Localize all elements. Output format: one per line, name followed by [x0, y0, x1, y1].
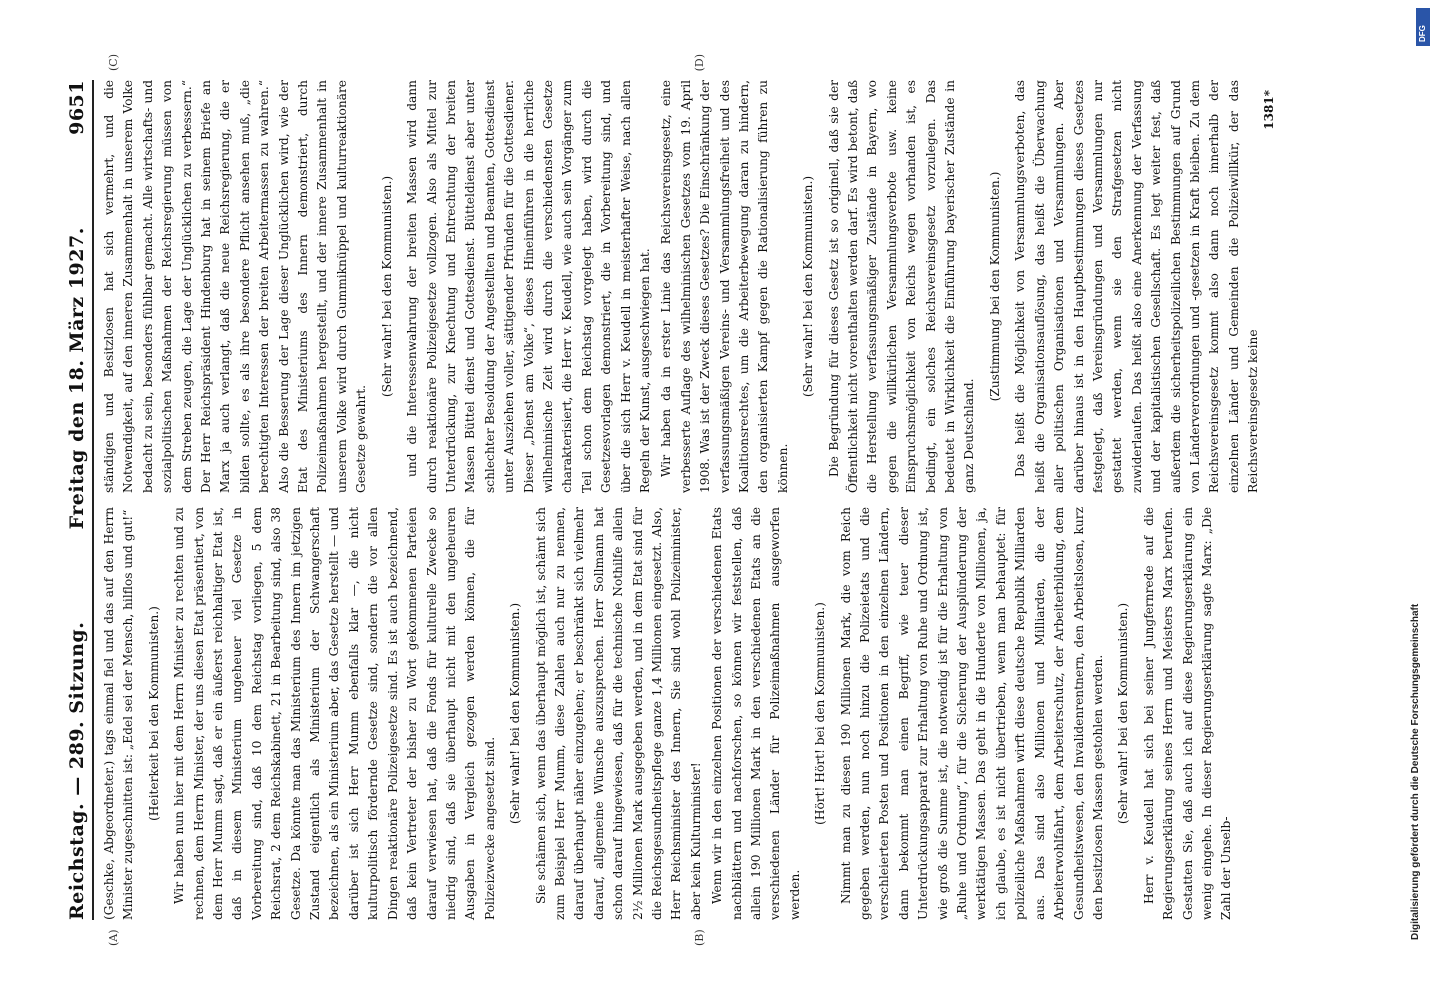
paragraph: (Sehr wahr! bei den Kommunisten.)	[1116, 602, 1131, 825]
dfg-logo-text: DFG	[1418, 25, 1427, 42]
text-columns	[100, 54, 1285, 946]
dfg-logo	[1416, 8, 1430, 46]
paragraph: Wenn wir in den einzelnen Positionen der verschiedenen Etats nachblättern und nachforschen, so können wir feststellen, daß allein 190 Millionen Mark in den verschiedenen Etats an die verschiedenen Länder für Polizeimaßnahmen ausgeworfen werden.	[710, 507, 802, 920]
right-column	[100, 54, 1285, 493]
paragraph: ständigen und Besitzlosen hat sich vermehrt, und die Notwendigkeit, auf den inneren Zusammenhalt in unserem Volke bedacht zu sein, besonders fühlbar gemacht. Alle wirtschafts- und sozialpolitischen Maßnahmen der Reichsregierung müssen von dem Streben zeugen, die Lage der Unglücklichen zu verbessern.“ Der Herr Reichspräsident Hindenburg hat in seinem Briefe an Marx ja auch verlangt, daß die neue Reichsregierung, die er bilden sollte, es als ihre besondere Pflicht ansehen muß, „die berechtigten Interessen der breiten Arbeitermassen zu wahren.“ Also die Besserung der Lage dieser Unglücklichen wird, wie der Etat des Ministeriums des Innern demonstriert, durch Polizeimaßnahmen hergestellt, und der innere Zusammenhalt in unserem Volke wird durch Gummiknüppel und kulturreaktionäre Gesetze gewahrt.	[102, 80, 369, 493]
digitization-credit-text: Digitalisierung gefördert durch die Deutsche Forschungsgemeinschaft	[1410, 603, 1421, 940]
paragraph: (Hört! Hört! bei den Kommunisten.)	[813, 602, 828, 825]
paragraph: (Zustimmung bei den Kommunisten.)	[987, 171, 1002, 402]
paragraph: Das heißt die Möglichkeit von Versammlungsverboten, das heißt die Organisationsauflösung, das heißt die Überwachung aller politischen Organisationen und Versammlungen. Aber darüber hinaus ist in den Hauptbestimmungen dieses Gesetzes festgelegt, daß Vereinsgründungen und Versammlungen nur gestattet werden, wenn sie den Strafgesetzen nicht zuwiderlaufen. Das heißt also eine Anerkennung der Verfassung und der kapitalistischen Gesellschaft. Es legt weiter fest, daß außerdem die sicherheitspolizeilichen Bestimmungen auf Grund von Länderverordnungen und -gesetzen in Kraft bleiben. Zu dem Reichsvereinsgesetz kommt also dann noch innerhalb der einzelnen Länder und Gemeinden die Polizeiwillkür, der das Reichsvereinsgesetz keine	[1013, 80, 1261, 493]
digitization-credit	[1410, 60, 1432, 940]
header-center: Freitag den 18. März 1927.	[66, 227, 88, 530]
left-column	[100, 507, 1285, 946]
paragraph: und die Interessenwahrung der breiten Massen wird dann durch reaktionäre Polizeigesetze vollzogen. Also als Mittel zur Unterdrückung, zur Knechtung und Entrechtung der breiten Massen Büttel dienst und Gottesdienst. Bütteldienst aber unter schlechter Besoldung der Angestellten und Beamten, Gottesdienst unter Ausziehen voller, sättigender Pfründen für die Gottesdiener. Dieser „Dienst am Volke“, dieses Hineinführen in die herrliche wilhelminische Zeit wird durch die verschiedensten Gesetze charakterisiert, die Herr v. Keudell, wie auch sein Vorgänger zum Teil schon dem Reichstag vorgelegt haben, wird durch die Gesetzesvorlagen demonstriert, die in Vorbereitung sind, und über die sich Herr v. Keudell in meisterhafter Weise, nach allen Regeln der Kunst, ausgeschwiegen hat.	[405, 80, 652, 493]
header-left: Reichstag. — 289. Sitzung.	[66, 621, 88, 920]
margin-mark-b: (B)	[693, 929, 706, 946]
margin-mark-c: (C)	[107, 54, 120, 71]
paragraph: (Sehr wahr! bei den Kommunisten.)	[801, 175, 816, 398]
paragraph: (Heiterkeit bei den Kommunisten.)	[146, 606, 161, 821]
margin-mark-a: (A)	[107, 929, 120, 946]
page-reference: 1381*	[1261, 90, 1276, 130]
paragraph: (Sehr wahr! bei den Kommunisten.)	[379, 175, 394, 398]
rotated-page-content	[60, 54, 1290, 946]
paragraph: Wir haben da in erster Linie das Reichsvereinsgesetz, eine verbesserte Auflage des wilhelminischen Gesetzes vom 19. April 1908. Was ist der Zweck dieses Gesetzes? Die Einschränkung der verfassungsmäßigen Vereins- und Versammlungsfreiheit und des Koalitionsrechtes, um die Arbeiterbewegung daran zu hindern, den organisierten Kampf gegen die Rationalisierung führen zu können.	[659, 80, 790, 493]
page-number: 9651	[66, 80, 88, 135]
paragraph: Die Begründung für dieses Gesetz ist so originell, daß sie der Öffentlichkeit nicht vorenthalten werden darf. Es wird betont, daß die Herstellung verfassungsmäßiger Zustände in Bayern, wo gegen die willkürlichen Versammlungsverbote usw. keine Einspruchsmöglichkeit von Reichs wegen vorhanden ist, es bedingt, ein solches Reichsvereinsgesetz vorzulegen. Das bedeutet in Wirklichkeit die Einführung bayerischer Zustände in ganz Deutschland.	[826, 80, 977, 493]
paragraph: (Sehr wahr! bei den Kommunisten.)	[508, 602, 523, 825]
paragraph: Nimmt man zu diesen 190 Millionen Mark, die vom Reich gegeben werden, nun noch hinzu die Polizeietats und die verschleierten Posten und Positionen in den einzelnen Ländern, dann bekommt man einen Begriff, wie teuer dieser Unterdrückungsapparat zur Erhaltung von Ruhe und Ordnung ist, wie groß die Summe ist, die notwendig ist für die Erhaltung von „Ruhe und Ordnung“, für die Sicherung der Ausplünderung der werktätigen Massen. Das geht in die Hunderte von Millionen, ja, ich glaube, es ist nicht übertrieben, wenn man behauptet: für polizeiliche Maßnahmen wirft diese deutsche Republik Milliarden aus. Das sind also Millionen und Milliarden, die der Arbeiterwohlfahrt, dem Arbeiterschutz, der Arbeiterbildung, dem Gesundheitswesen, den Invalidenrentnern, den Arbeitslosen, kurz den besitzlosen Massen gestohlen werden.	[838, 507, 1105, 920]
margin-mark-d: (D)	[693, 54, 706, 72]
page-header	[60, 80, 94, 920]
paragraph: Sie schämen sich, wenn das überhaupt möglich ist, schämt sich zum Beispiel Herr Mumm, diese Zahlen auch nur zu nennen, darauf überhaupt näher einzugehen; er beschränkt sich vielmehr darauf, allgemeine Wünsche auszusprechen. Herr Sollmann hat schon darauf hingewiesen, daß für die technische Nothilfe allein 2½ Millionen Mark ausgegeben werden, und in dem Etat sind für die Reichsgesundheitspflege ganze 1,4 Millionen eingesetzt. Also, Herr Reichsminister des Innern, Sie sind wohl Polizeiminister, aber kein Kulturminister!	[533, 507, 703, 920]
paragraph: Herr v. Keudell hat sich bei seiner Jungfernrede auf die Regierungserklärung seines Herrn und Meisters Marx berufen. Gestatten Sie, daß auch ich auf diese Regierungserklärung ein wenig eingehe. In dieser Regierungserklärung sagte Marx: „Die Zahl der Unselb-	[1141, 507, 1234, 920]
paragraph: Wir haben nun hier mit dem Herrn Minister zu rechten und zu rechnen, dem Herrn Minister, der uns diesen Etat präsentiert, von dem Herr Mumm sagt, daß er ein äußerst reichhaltiger Etat ist, daß in diesem Ministerium ungeheuer viel Gesetze in Vorbereitung sind, daß 10 dem Reichstag vorliegen, 5 dem Reichsrat, 2 dem Reichskabinett, 21 in Bearbeitung sind, also 38 Gesetze. Da könnte man das Ministerium des Innern im jetzigen Zustand eigentlich als Ministerium der Schwangerschaft bezeichnen, als ein Ministerium aber, das Gesetze herstellt — und darüber ist sich Herr Mumm ebenfalls klar —, die nicht kulturpolitisch fördernde Gesetze sind, sondern die vor allen Dingen reaktionäre Polizeigesetze sind. Es ist auch bezeichnend, daß kein Vertreter der bisher zu Wort gekommenen Parteien darauf verwiesen hat, daß die Fonds für kulturelle Zwecke so niedrig sind, daß sie überhaupt nicht mit den ungeheuren Ausgaben in Vergleich gezogen werden können, die für Polizeizwecke angesetzt sind.	[172, 507, 497, 920]
paragraph: (Geschke, Abgeordneter.) tags einmal fiel und das auf den Herrn Minister zugeschnitten ist: „Edel sei der Mensch, hilflos und gut!“	[102, 507, 136, 920]
